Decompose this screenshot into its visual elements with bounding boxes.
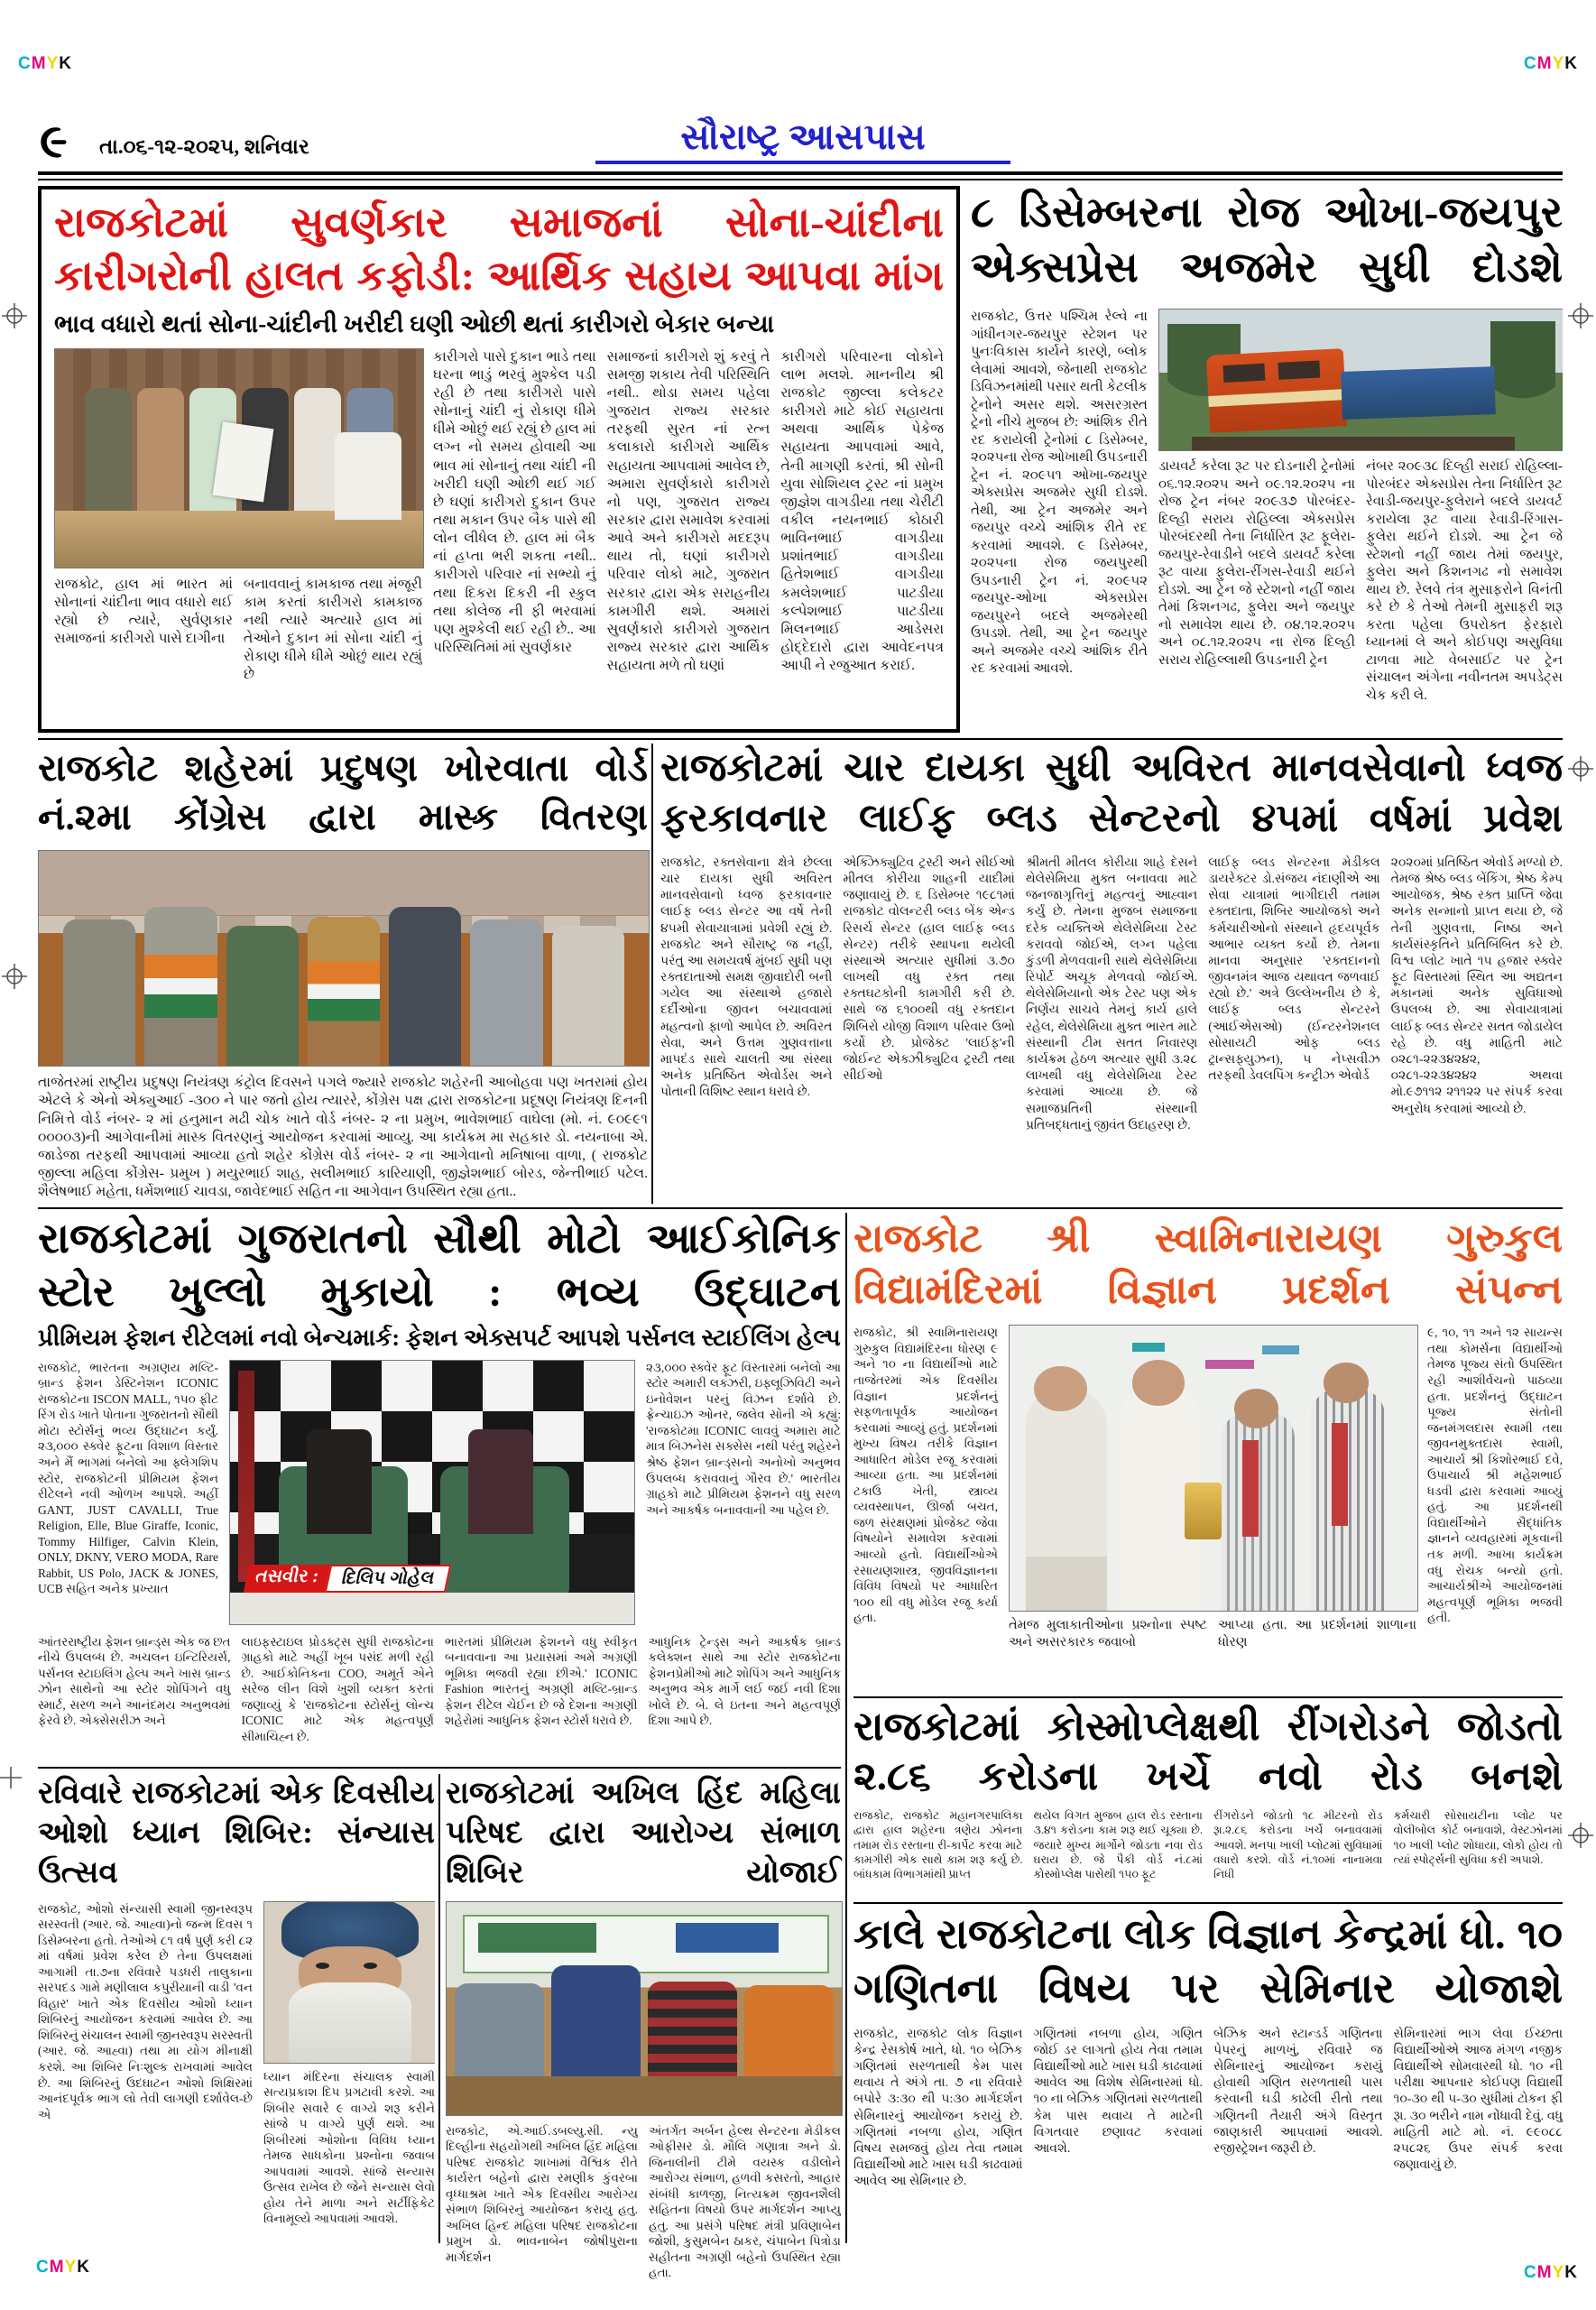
photo-decoration <box>1205 1360 1254 1368</box>
article-column: થયેલ વિગત મુજબ હાલ રોડ રસ્તાના ૩.૪૧ કરોડના કામ શરૂ થઈ ચૂક્યા છે. જયારે મુખ્ય માર્ગોને જોડતા નવા રોડ ઘરાય છે. જે પૈકી વોર્ડ નં.૮માં કોસ્મોપ્લેક્ષ પાસેથી ૧૫૦ ફૂટ <box>1033 1809 1203 1880</box>
registration-mark <box>1568 1823 1593 1853</box>
photo-decoration <box>238 1371 254 1582</box>
photo-decoration <box>335 432 401 520</box>
photo-decoration <box>1192 437 1515 451</box>
section-divider <box>38 1207 1563 1209</box>
article-column: રાજકોટ, ઓશો સંન્યાસી સ્વામી જીનસ્વરૂપ સરસ્વતી (આર. જે. આહ્વા)નો જન્મ દિવસ ૧ ડિસેમ્બરના હતો. તેઓએ ૮૧ વર્ષ પુર્ણ કરી ૮૨ માં વર્ષમાં પ્રવેશ કરેલ છે તેના ઉપલક્ષમાં આગામી તા.૭ના રવિવારે પડધરી તાલુકાના સરપદડ ગામે મણીલાલ કપુરીયાની વાડી 'વન વિહાર' ખાતે એક દિવસીય ઓશો ધ્યાન શિબિરનું આયોજન કરવામાં આવેલ છે. આ શિબિરનું સંચાલન સ્વામી જીનસ્વરૂપ સરસ્વતી (આર. જે. આહ્વા) તથા મા યોગ મીનાક્ષી કરશે. આ શિબિર નિઃશુલ્ક રાખવામાં આવેલ છે. આ શિબિરનું ઉદઘાટન ઓશો શિક્ષિરમાં આનંદપૂર્વક ભાગ લો તેવી લાગણી દર્શાવેલ-છે એ <box>38 1901 253 2121</box>
photo-decoration <box>1185 1483 1222 1539</box>
photo-decoration <box>1222 1411 1295 1611</box>
photo-decoration <box>552 926 624 1066</box>
article-column: કર્મચારી સોસાયટીના પ્લોટ પર વોલીબોલ કોર્ટ બનાવાશે, વેસ્ટઝોનમાં ૧૦ ખાલી પ્લોટ શોધાયા, લોકો હોય તો ત્યાં સ્પોર્ટ્સની સુવિધા કરી અપાશે. <box>1393 1809 1563 1866</box>
cmyk-mark-top-right: CMYK <box>1524 54 1578 73</box>
article-gold-artisans <box>38 186 960 733</box>
article-column: રાજકોટ, શ્રી સ્વામિનારાયણ ગુરુકુલ વિદ્યામંદિરના ધોરણ ૯ અને ૧૦ ના વિદ્યાર્થીઓ માટે તાજેતરમાં એક દિવસીય વિજ્ઞાન પ્રદર્શનનું સફળતાપૂર્વક આયોજન કરવામાં આવ્યું હતું. પ્રદર્શનમાં મુખ્ય વિષય તરીકે વિજ્ઞાન આધારિત મોડેલ રજૂ કરવામાં આવ્યા હતા. આ પ્રદર્શનમાં ટકાઉ ખેતી, સ્ત્રાવ્ય વ્યવસ્થાપન, ઊર્જા બચત, જળ સંરક્ષણમાં પ્રોજેક્ટ જેવા વિષયોને સમાવેશ કરવામાં આવ્યો હતો. વિદ્યાર્થીઓએ રસાયણશાસ્ત્ર, જીવવિજ્ઞાનના વિવિધ વિષયો પર આધારિત ૧૦૦ થી વધુ મોડેલ રજૂ કર્યા હતા. <box>853 1326 998 1625</box>
photo-decoration <box>1278 360 1320 379</box>
article-column: અંતર્ગત અર્બન હેલ્થ સેન્ટરના મેડીકલ ઓફીસર ડો. મૌલિ ગણાત્રા અને ડો. જિનાલીની ટીમે વયસ્ક વડીલોને આરોગ્ય સંભાળ, હળવી કસરતો, આહાર સંબંધી કાળજી, નિત્યક્રમ જીવનશૈલી સહિતના વિષયો ઉપર માર્ગદર્શન આપ્યુ હતુ. આ પ્રસંગે પરિષદ મંત્રી પ્રવિણાબેન જોશી, કુસુમબેન ઠાકર, ચંપાબેન પિત્રોડા સહીતના અગ્રણી બહેનો ઉપસ્થિત રહ્યા હતા. <box>649 2123 841 2280</box>
article-science-headline: રાજકોટ શ્રી સ્વામિનારાયણ ગુરુકુલ વિદ્યામંદિરમાં વિજ્ઞાન પ્રદર્શન સંપન્ન <box>853 1216 1563 1313</box>
article-column: ૯, ૧૦, ૧૧ અને ૧૨ સાયન્સ તથા કોમર્સના વિદ્યાર્થીઓ તેમજ પૂજ્ય સંતો ઉપસ્થિત રહી આશીર્વચનો પાઠવ્યા હતા. પ્રદર્શનનું ઉદ્ઘાટન પૂજ્ય સંતોની જનમંગલદાસ સ્વામી તથા જીવનમુક્તદાસ સ્વામી, આચાર્ય શ્રી કિશોરભાઈ દવે, ઉપાચાર્ય શ્રી મહેશભાઈ ધડવી દ્વારા કરવામાં આવ્યું હતું. આ પ્રદર્શનથી વિદ્યાર્થીઓને સૈદ્ધાંતિક જ્ઞાનને વ્યવહારમાં મૂકવાની તક મળી. આખા કાર્યક્રમ વધુ રોચક બન્યો હતો. આચાર્યશ્રીએ આયોજનમાં મહત્વપૂર્ણ ભૂમિકા ભજવી હતી. <box>1427 1326 1563 1625</box>
registration-mark <box>1568 756 1593 786</box>
photo-osho <box>263 1901 435 2064</box>
registration-mark <box>0 1767 22 1793</box>
photo-decoration <box>1222 364 1265 383</box>
article-column: ૨૩,૦૦૦ સ્ક્વેર ફૂટ વિસ્તારમાં બનેલો આ સ્ટોર અમારી લક્ઝરી, ઇફ્લૂઝિવિટી અને ઇનોવેશન પરનું વિઝન દર્શાવે છે. ફ્રેન્ચાઇઝ ઓનર, જલેવ સોની એ કહ્યું: 'રાજકોટમા ICONIC લાવવું અમારા માટે માત્ર બિઝનેસ સક્સેસ નથી પરંતુ શહેરને શ્રેષ્ઠ ફેશન બ્રાન્ડ્સનો અનોખો અનુભવ ઉપલબ્ધ કરાવવાનું ગૌરવ છે.' ભારતીય ગ્રાહકો માટે પ્રીમિયમ ફેશનને વધુ સરળ અને આકર્ષક બનાવવાની આ પહેલ છે. <box>646 1360 841 1517</box>
photo-decoration <box>1490 321 1555 425</box>
article-mask-body: તાજેતરમાં રાષ્ટ્રીય પ્રદુષણ નિયંત્રણ કંટ્રોલ દિવસને પગલે જ્યારે રાજકોટ શહેરની આબોહવા પણ ખતરામાં હોય એટલે કે એનો એક્યુઆઈ -૩૦૦ ને પાર જતો હોય ત્યારરે, કોંગ્રેસ પક્ષ દ્વારા રાજકોટના પ્રદૂષણ નિયંત્રણ દિનની નિમિત્તે વોર્ડ નંબર- ૨ માં હનુમાન મઢી ચોક ખાતે વોર્ડ નંબર- ૨ ના પ્રમુખ, ભાવેશભાઈ વાઘેલા (મો. નં. ૯૦૯૯૧ ૦૦૦૦૩)ની આગેવાનીમાં માસ્ક વિતરણનું આયોજન કરવામાં આવ્યુ. આ કાર્યક્રમ મા સહકાર ડો. નયનાબા એ. જાડેજા તરફથી આપવામાં આવ્યા હતો શહેર કોંગ્રેસ વોર્ડ નંબર- ૨ ના આગેવાનો મનિષાબા વાળા, ( રાજકોટ જીલ્લા મહિલા કોંગ્રેસ- પ્રમુખ ) મયુરભાઈ શાહ, સલીમભાઈ કારિયાણી, જીજ્ઞેશભાઈ બોરડ, જેન્તીભાઈ પટેલ. શૈલેષભાઈ મહેતા, ધર્મેશભાઈ ચાવડા, જાવેદભાઈ સહિત ના આગેવાન ઉપસ્થિત રહ્યા હતા.. <box>38 1075 648 1200</box>
column-divider <box>845 1213 847 2243</box>
article-blood-headline: રાજકોટમાં ચાર દાયકા સુધી અવિરત માનવસેવાનો ધ્વજ ફરકાવનાર લાઈફ બ્લડ સેન્ટરનો ૪૫માં વર્ષમાં પ્રવેશ <box>660 747 1563 840</box>
photo-decoration <box>1208 389 1346 407</box>
article-column: આંતરરાષ્ટ્રીય ફેશન બ્રાન્ડ્સ એક જ છત નીચે ઉપલબ્ધ છે. અચલન ઇન્ટિરિયર્સ, પર્સનલ સ્ટાઇલિંગ હેલ્પ અને ખાસ બ્રાન્ડ ઝોન સાથેનો આ સ્ટોર શોપિંગને વધુ સ્માર્ટ, સરળ અને આનંદમય અનુભવમાં ફેરવે છે. એક્સેસરીઝ અને <box>38 1634 231 1728</box>
article-gold-subhead: ભાવ વધારો થતાં સોના-ચાંદીની ખરીદી ઘણી ઓછી થતાં કારીગરો બેકાર બન્યા <box>54 310 775 337</box>
article-mask-distribution <box>38 744 648 1204</box>
photo-caption-name: દિલિપ ગોહેલ <box>324 1565 451 1593</box>
article-mahila-headline: રાજકોટમાં અખિલ હિંદ મહિલા પરિષદ દ્વારા આરોગ્ય સંભાળ શિબિર યોજાઈ <box>446 1777 841 1890</box>
article-column: રાજકોટ, રક્તસેવાના ક્ષેત્રે છેલ્લા ચાર દાયકા સુધી અવિરત માનવસેવાનો ધ્વજ ફરકાવનાર લાઈફ બ્લડ સેન્ટર આ વર્ષે તેની ૪૫મી સેવાયાત્રામાં પ્રવેશી રહ્યું છે. રાજકોટ અને સૌરાષ્ટ્ર જ નહીં, પરંતુ આ સમયવર્ષ મુંબઈ સુધી પણ રક્તદાતાઓ સમક્ષ જીવાદોરી બની ગયેલ આ સંસ્થાએ હજારો દર્દીઓના જીવન બચાવવામાં મહત્વનો ફાળો આપેલ છે. અવિરત સેવા, અને ઉત્તમ ગુણવત્તાના માપદંડ સાથે ચાલતી આ સંસ્થા અનેક પ્રતિષ્ઠિત એવોર્ડસ અને પોતાની વિશિષ્ટ સ્થાન ધરાવે છે. <box>660 855 833 1100</box>
article-column: રીંગરોડને જોડતો ૧૮ મીટરનો રોડ રૂા.૨.૮૬ કરોડના ખર્ચે બનાવવામાં આવશે. મનપા ખાલી પ્લોટમાં સુવિધામાં વધારો કરશે. વોર્ડ નં.૧૦માં નાનામવા નિધી <box>1213 1809 1383 1880</box>
article-column: બનાવવાનું કામકાજ તથા મંજૂરી કામ કરતાં કારીગરો કામકાજ નથી ત્યારે અત્યારે હાલ માં તેઓને દુકાન માં સોના ચાંદી નું રોકાણ ધીમે ધીમે ઓછું થાય રહ્યું છે <box>244 576 422 683</box>
photo-decoration <box>212 422 273 503</box>
photo-decoration <box>676 1923 779 1953</box>
article-osho-headline: રવિવારે રાજકોટમાં એક દિવસીય ઓશો ધ્યાન શિબિર: સંન્યાસ ઉત્સવ <box>38 1777 435 1890</box>
article-osho-shibir <box>38 1774 435 2243</box>
photo-decoration <box>1341 366 1496 420</box>
photo-decoration <box>648 1982 737 2077</box>
photo-decoration <box>1234 1389 1279 1428</box>
section-divider <box>38 738 1563 740</box>
photo-decoration <box>1132 1343 1165 1351</box>
cmyk-mark-top-left: CMYK <box>18 54 72 73</box>
article-column: કારીગરો પાસે દુકાન ભાડે તથા ઘરના ભાડું ભરવું મુશ્કેલ પડી રહી છે તથા કારીગરો પાસે સોનાનું ચાંદી નું રોકાણ ધીમે ધીમે ઓછું થઈ રહ્યું છે હાલ માં લગ્ન નો સમય હોવાથી આ ભાવ માં સોનાનું તથા ચાંદી ની ખરીદી ઘણી ઓછી થઈ ગઈ છે ઘણાં કારીગરો દુકાન ઉપર તથા મકાન ઉપર બૈક પાસે થી લોન લીધેલ છે. હાલ માં બૈક નાં હપ્તા ભરી શકતા નથી.. કારીગરો પરિવાર નાં સભ્યો નું તથા દિકરા દિકરી ની સ્કુલ તથા કોલેજ ની ફી ભરવામાં પણ મુશ્કેલી થઈ રહી છે.. આ પરિસ્થિતિમાં માં સુવર્ણકાર <box>433 348 596 655</box>
photo-decoration <box>389 907 461 1066</box>
photo-decoration <box>230 1593 634 1624</box>
photo-caption: તેમજ મુલાકાતીઓના પ્રશ્નોના સ્પષ્ટ અને અસરકારક જવાબો <box>1009 1618 1207 1650</box>
photo-train <box>1158 309 1563 451</box>
article-column: ધ્યાન મંદિરના સંચાલક સ્વામી સત્યપ્રકાશ દિપ પ્રગટાવી કરશે. આ શિબીર સવારે ૯ વાગ્યે શરૂ કરીને સાંજે ૫ વાગ્યે પુર્ણ થશે. આ શિબીરમાં ઓશોના વિવિધ ધ્યાન તેમજ સાધકોના પ્રશ્નોના જવાબ આપવામાં આવશે. સાંજે સન્યાસ ઉત્સવ રાખેલ છે જેને સન્યાસ લેવો હોય તેને માળા અને સર્ટીફિકેટ વિનામૂલ્યે આપવામાં આવશે. <box>263 2069 435 2226</box>
page-date: તા.૦૬-૧૨-૨૦૨૫, શનિવાર <box>99 135 309 158</box>
article-blood-center <box>660 744 1563 1204</box>
article-column: બેઝિક અને સ્ટાન્ડર્ડ ગણિતના પેપરનું માળખું, રવિવારે જ સેમિનારનું આયોજન કરાયું હોવાથી ગણિત સરળતાથી પાસ કરવાની ઘડી કાઢેલી રીતો તથા ગણિતની તૈયારી અંગે વિસ્તૃત જાણકારી આપવામાં આવશે. રજીસ્ટ્રેશન જરૂરી છે. <box>1213 2027 1383 2156</box>
photo-decoration <box>144 907 217 1066</box>
cmyk-mark-bottom-right: CMYK <box>1524 2263 1578 2282</box>
article-math-seminar <box>853 1908 1563 2299</box>
article-column: એક્ઝિક્યુટિવ ટ્રસ્ટી અને સીઈઓ મીતલ કોરીયા શાહની યાદીમાં જણાવાયું છે. ૬ ડિસેમ્બર ૧૯૮૧માં રાજકોટ વોલન્ટરી બ્લડ બેંક એન્ડ રિસર્ચ સેન્ટર (હાલ લાઈફ બ્લડ સેન્ટર) તરીકે સ્થાપના થયેલી સંસ્થાએ અત્યાર સુધીમાં ૩.૭૦ લાખથી વધુ રક્ત તથા રક્તઘટકોની કામગીરી કરી છે. સાથે જ ૬૧૦૦થી વધુ રક્તદાન શિબિરો યોજી વિશાળ પરિવાર ઉભો કર્યો છે. પ્રોજેક્ટ 'લાઈફ'ની જોઈન્ટ એક્ઝીક્યુટિવ ટ્રસ્ટી તથા સીઈઓ <box>843 855 1015 1084</box>
photo-decoration <box>1132 1360 1185 1406</box>
photo-science-exhibition <box>1009 1325 1418 1612</box>
photo-decoration <box>307 1429 372 1535</box>
registration-mark <box>1568 303 1593 333</box>
column-divider <box>651 744 653 1204</box>
article-road-headline: રાજકોટમાં કોસ્મોપ્લેક્ષથી રીંગરોડને જોડતો ૨.૮૬ કરોડના ખર્ચે નવો રોડ બનશે <box>853 1705 1563 1798</box>
header-rule-thick <box>38 171 1563 175</box>
column-divider <box>438 1774 440 2243</box>
photo-decoration <box>63 919 135 1066</box>
article-seminar-headline: કાલે રાજકોટના લોક વિજ્ઞાન કેન્દ્રમાં ધો. ૧૦ ગણિતના વિષય પર સેમિનાર યોજાશે <box>853 1911 1563 2011</box>
section-divider <box>38 1767 841 1769</box>
photo-decoration <box>470 919 542 1066</box>
article-mask-headline: રાજકોટ શહેરમાં પ્રદુષણ ખોરવાતા વોર્ડ નં.૨મા કોંગ્રેસ દ્વારા માસ્ક વિતરણ <box>38 747 648 838</box>
registration-mark <box>2 964 27 993</box>
article-column: રાજકોટ, હાલ માં ભારત માં સોનાનાં ચાંદીના ભાવ વધારો થઈ રહ્યો છે ત્યારે, સુર્વણકાર સમાજનાં કારીગરો પાસે દાગીના <box>54 576 233 647</box>
article-new-road <box>853 1702 1563 1899</box>
article-mahila-parishad <box>446 1774 841 2280</box>
photo-mask-distribution <box>38 850 650 1067</box>
article-iconic-subhead: પ્રીમિયમ ફેશન રીટેલમાં નવો બેન્ચમાર્ક: ફેશન એક્સપર્ટ આપશે પર્સનલ સ્ટાઈલિંગ હેલ્પ <box>38 1324 841 1351</box>
article-column: લાઈફ બ્લડ સેન્ટરના મેડીકલ ડાયરેક્ટર ડો.સંજય નંદાણીએ આ સેવા યાત્રામાં ભાગીદારી તમામ રક્તદાતા, શિબિર આયોજકો અને કર્મચારીઓનો સંસ્થાને હૃદયપૂર્વક આભાર વ્યક્ત કર્યો છે. તેમના માનવા અનુસાર 'રક્તદાનનો જીવનમંત્ર આજ યથાવત જળવાઈ રહ્યો છે.' અત્રે ઉલ્લેખનીય છે કે, લાઈફ બ્લડ સેન્ટરને (આઈએસઓ) (ઈન્ટરનેશનલ સોસાયટી ઓફ બ્લડ ટ્રાન્સફ્યુઝન), ૫ નેપ્સવીઝ તરફથી ડેવલપિંગ કન્ટ્રીઝ એવોર્ડ <box>1208 855 1380 1084</box>
article-iconic-store <box>38 1213 841 1765</box>
section-divider <box>853 1902 1563 1904</box>
photo-decoration <box>1324 1363 1369 1402</box>
article-column: કારીગરો પરિવારના લોકોને લાભ મલશે. માનનીય શ્રી રાજકોટ જીલ્લા કલેકટર કારીગરો માટે કોઈ સહાયતા અથવા આર્થિક પેકેજ સહાયતા આપવામાં આવે, તેની માગણી કરતાં, શ્રી સોની યુવા સોશિયલ ટ્રસ્ટ નાં પ્રમુખ જીજ્ઞેશ વાગડીયા તથા ચેરીટી વકીલ નયનભાઈ કોઠારી ભાવિનભાઈ વાગડીયા પ્રશાંતભાઈ વાગડીયા હિતેશભાઈ વાગડીયા કમલેશભાઈ પાટડીયા કલ્પેશભાઈ પાટડીયા મિલનભાઈ આડેસરા હોદ્દેદારો દ્વારા આવેદનપત્ર આપી ને રજુઆત કરાઈ. <box>780 348 945 674</box>
photo-decoration <box>455 1965 834 2076</box>
photo-decoration <box>551 1965 641 2076</box>
cmyk-mark-bottom-left: CMYK <box>36 2258 90 2277</box>
article-column: રાજકોટ, ઉત્તર પશ્ચિમ રેલ્વે ના ગાંધીનગર-જયપુર સ્ટેશન પર પુનઃવિકાસ કાર્યને કારણે, બ્લોક લેવામાં આવશે, જેનાથી રાજકોટ ડિવિઝનમાંથી પસાર થતી કેટલીક ટ્રેનોને અસર થશે. અસરગ્રસ્ત ટ્રેનો નીચે મુજબ છે: આંશિક રીતે રદ કરાયેલી ટ્રેનોમાં ૮ ડિસેમ્બર, ૨૦૨૫ના રોજ ઓખાથી ઉપડનારી ટ્રેન નં. ૨૦૯૫૧ ઓખા-જયપુર એક્સપ્રેસ અજમેર સુધી દોડશે. તેથી, આ ટ્રેન અજમેર અને જયપુર વચ્ચે આંશિક રીતે રદ કરવામાં આવશે. ૯ ડિસેમ્બર, ૨૦૨૫ના રોજ જયપુરથી ઉપડનારી ટ્રેન નં. ૨૦૯૫૨ જયપુર-ઓખા એક્સપ્રેસ જયપુરને બદલે અજમેરથી ઉપડશે. તેથી, આ ટ્રેન જયપુર અને અજમેર વચ્ચે આંશિક રીતે રદ કરવામાં આવશે. <box>971 310 1148 677</box>
registration-mark <box>2 303 27 333</box>
photo-decoration <box>63 907 624 1066</box>
article-column: આધુનિક ટ્રેન્ડ્સ અને આકર્ષક બ્રાન્ડ કલેક્શન સાથે આ સ્ટોર રાજકોટના ફેશનપ્રેમીઓ માટે શોપિંગ અને આધુનિક અનુભવ એક માર્ગે લઈ જઈ નવી દિશા ખોલે છે. બે. લે ઇતના અને મહત્વપૂર્ણ દિશા આપે છે. <box>648 1634 841 1728</box>
article-gold-headline: રાજકોટમાં સુવર્ણકાર સમાજનાં સોના-ચાંદીના કારીગરોની હાલત કફોડી: આર્થિક સહાય આપવા માંગ <box>54 199 944 299</box>
photo-health-camp <box>446 1901 843 2116</box>
photo-iconic-store <box>229 1360 635 1625</box>
article-column: રાજકોટ, એ.આઈ.ડબલ્યુ.સી. ન્યુ દિલ્હીના સહયોગથી અખિલ હિંદ મહિલા પરિષદ રાજકોટ શાખામાં વૈશ્વિક રીતે કાર્યરત બહેનો દ્વારા રમણીક કુંવરબા વૃધ્ધાશ્રમ ખાતે એક દિવસીય આરોગ્ય સંભાળ શિબિરનું આયોજન કરાયુ હતુ. અખિલ હિન્દ મહિલા પરિષદ રાજકોટના પ્રમુખ ડો. ભાવનાબેન જોષીપુરાના માર્ગદર્શન <box>446 2123 638 2264</box>
article-column: ગણિતમાં નબળા હોય, ગણિત જોઈ ડર લાગતો હોય તેવા તમામ વિદ્યાર્થીઓ માટે ખાસ ઘડી કાઢવામાં આવેલ આ વિશેષ સેમિનારમાં ધો. ૧૦ ના બેઝિક ગણિતમાં સરળતાથી કેમ પાસ થવાય તે માટેની વિગતવાર છણાવટ કરવામાં આવશે. <box>1033 2027 1203 2156</box>
photo-decoration <box>1262 1345 1299 1354</box>
photo-gold-artisans-memorandum <box>54 348 424 568</box>
photo-decoration <box>1034 1366 1087 1412</box>
photo-decoration <box>1026 1389 1107 1611</box>
article-iconic-headline: રાજકોટમાં ગુજરાતનો સૌથી મોટો આઈકોનિક સ્ટોર ખુલ્લો મુકાયો : ભવ્ય ઉદ્ઘાટન <box>38 1215 841 1315</box>
article-column: નંબર ૨૦૯૩૮ દિલ્હી સરાઈ રોહિલ્લા-પોરબંદર એક્સપ્રેસ તેના નિર્ધારિત રૂટ રેવાડી-જયપુર-ફુલેરાને બદલે ડાયવર્ટ કરાયેલા રૂટ વાયા રેવાડી-રિંગાસ-ફુલેરા થઈને દોડશે. આ ટ્રેન જે સ્ટેશનો નહીં જાય તેમાં જયપુર, ફુલેરા અને કિશનગઢ નો સમાવેશ થાય છે. રેલવે તંત્ર મુસાફરોને વિનંતી કરે છે કે તેઓ તેમની મુસાફરી શરૂ કરતા પહેલા ઉપરોક્ત ફેરફારો ધ્યાનમાં લે અને કોઈપણ અસુવિધા ટાળવા માટે વેબસાઈટ પર ટ્રેન સંચાલન અંગેના નવીનતમ અપડેટ્સ ચેક કરી લે. <box>1366 459 1563 703</box>
photo-decoration <box>226 926 299 1066</box>
photo-decoration <box>468 1429 533 1535</box>
photo-caption: આપ્યા હતા. આ પ્રદર્શનમાં શાળાના ધોરણ <box>1218 1618 1416 1650</box>
masthead-title: સૌરાષ્ટ્ર આસપાસ <box>595 116 1010 164</box>
header-rule-thin <box>38 179 1563 180</box>
article-column: રાજકોટ, ભારતના અગ્રણય મલ્ટિ-બ્રાન્ડ ફેશન ડેસ્ટિનેશન ICONIC રાજકોટના ISCON MALL, ૧૫૦ ફીટ રિંગ રોડ ખાતે પોતાના ગુજરાતનો સૌથી મોટા સ્ટોર્સનું ભવ્ય ઉદ્ઘાટન કર્યું. ૨૩,૦૦૦ સ્ક્વેર ફૂટના વિશાળ વિસ્તાર અને મૈં ભાગમાં બનેલો આ ફ્લેગશિપ સ્ટોર, રાજકોટની પ્રીમિયમ ફેશન રીટેલને નવી ઓળખ આપશે. અહીં GANT, JUST CAVALLI, True Religion, Elle, Blue Giraffe, Iconic, Tommy Hilfiger, Calvin Klein, ONLY, DKNY, VERO MODA, Rare Rabbit, US Polo, JACK & JONES, UCB સહિત અનેક પ્રખ્યાત <box>38 1360 218 1596</box>
photo-decoration <box>289 1982 412 2063</box>
photo-caption <box>246 1565 448 1593</box>
article-train <box>971 186 1563 733</box>
photo-decoration <box>1242 1440 1259 1537</box>
photo-decoration <box>478 1923 596 1953</box>
page-number: ૯ <box>40 116 68 168</box>
section-divider <box>853 1696 1563 1698</box>
photo-decoration <box>308 917 380 1067</box>
article-column: ૨૦૨૦માં પ્રતિષ્ઠિત એવોર્ડ મળ્યો છે. તેમજ શ્રેષ્ઠ બ્લડ બેંકિંગ, શ્રેષ્ઠ કેમ્પ આયોજક, શ્રેષ્ઠ રક્ત પ્રાપ્તિ જેવા અનેક સન્માનો પ્રાપ્ત થયા છે, જે તેની ગુણવત્તા, નિષ્ઠા અને કાર્યસંસ્કૃતિને પ્રતિબિંબિત કરે છે. વિશ્વ પ્લોટ ખાતે ૧૫ હજાર સ્ક્વેર ફૂટ વિસ્તારમાં સ્થિત આ અદ્યતન મકાનમાં અનેક સુવિધાઓ ઉપલબ્ધ છે. આ સેવાયાત્રામાં લાઈફ બ્લડ સેન્ટર સતત જોડાયેલ રહે છે. વધુ માહિતી માટે ૦૨૮૧-૨૨૩૪૨૪૨, ૦૨૮૧-૨૨૩૪૨૪૨ અથવા મો.૯૭૧૧૨ ૨૧૧૨૨ પર સંપર્ક કરવા અનુરોધ કરવામાં આવ્યો છે. <box>1390 855 1564 1116</box>
article-column: રાજકોટ, રાજકોટ મહાનગરપાલિકા દ્વારા હાલ શહેરના ત્રણેય ઝોનના તમામ રોડ રસ્તાના રી-કાર્પેટ કરવા માટે કામગીરી એક સાથે કામ શરૂ કર્યુ છે. બાંધકામ વિભાગમાંથી પ્રાપ્ત <box>853 1809 1023 1880</box>
photo-decoration <box>1332 1423 1348 1526</box>
photo-decoration <box>455 1983 544 2076</box>
article-train-headline: ૮ ડિસેમ્બરના રોજ ઓખા-જયપુર એક્સપ્રેસ અજમેર સુધી દોડશે <box>971 189 1563 292</box>
photo-caption-label: તસવીર : <box>244 1565 330 1593</box>
article-column: શ્રીમતી મીતલ કોરીયા શાહે દેસને થેલેસેમિયા મુક્ત બનાવવા માટે જનજાગૃત્તિનું મહત્વનું આહ્વાન કર્યું છે. તેમના મુજબ સમાજના દરેક વ્યક્તિએ થેલેસેમિયા ટેસ્ટ કરાવવો જોઈએ, લગ્ન પહેલા કુંડળી મેળવવાની સાથે થેલેસેમિયા રિપોર્ટ અચૂક મેળવવો જોઈએ. થેલેસેમિયાનો એક ટેસ્ટ પણ એક નિર્ણય સાચવે તેમનું કાર્ય હાલે રહેલ, થેલેસેમિયા મુક્ત ભારત માટે સંસ્થાની ટીમ સતત નિવારણ કાર્યક્રમ હેઠળ અત્યાર સુધી ૩.૨૮ લાખથી વધુ થેલેસેમિયા ટેસ્ટ કરવામાં આવ્યા છે. જે સમાજપ્રતિની સંસ્થાની પ્રતિબદ્ધતાનું જીવંત ઉદાહરણ છે. <box>1025 855 1198 1132</box>
photo-decoration <box>1206 348 1348 433</box>
article-column: લાઇફસ્ટાઇલ પ્રોડક્ટ્સ સુધી રાજકોટના ગ્રાહકો માટે અહીં ખૂબ પસંદ મળી રહી છે. આઈકોનિકના COO, અમૂર્ત એને સરેજ લીન વિશે ખુશી વ્યક્ત કરતાં જણાવ્યું કે 'રાજકોટના સ્ટોર્સનું લોન્ચ ICONIC માટે એક મહત્વપૂર્ણ સીમાચિહ્ન છે. <box>241 1634 434 1744</box>
article-column: ડાયવર્ટ કરેલા રૂટ પર દોડનારી ટ્રેનોમાં ૦૬.૧૨.૨૦૨૫ અને ૦૯.૧૨.૨૦૨૫ ના રોજ ટ્રેન નંબર ૨૦૯૩૭ પોરબંદર-દિલ્હી સરાય રોહિલ્લા એક્સપ્રેસ પોરબંદરથી તેના નિર્ધારિત રૂટ ફૂલેરા-જયપુર-રેવાડીને બદલે ડાયવર્ટ કરેલા રૂટ વાયા ફુલેરા-રીંગસ-રેવાડી થઈને દોડશે. આ ટ્રેન જે સ્ટેશનો નહીં જાય તેમાં કિશનગઢ, ફુલેરા અને જયપુર નો સમાવેશ થાય છે. ૦૪.૧૨.૨૦૨૫ અને ૦૮.૧૨.૨૦૨૫ ના રોજ દિલ્હી સરાય રોહિલ્લાથી ઉપડનારી ટ્રેન <box>1158 459 1355 668</box>
article-column: ભારતમાં પ્રીમિયમ ફેશનને વધુ સ્વીકૃત બનાવવાના આ પ્રયાસમાં અમે અગ્રણી ભૂમિકા ભજવી રહ્યા છીએ.' ICONIC Fashion ભારતનું અગ્રણી મલ્ટિ-બ્રાન્ડ ફેશન રીટેલ ચેઈન છે જે દેશના અગ્રણી શહેરોમાં આધુનિક ફેશન સ્ટોર્સ ધરાવે છે. <box>445 1634 638 1728</box>
article-column: સેમિનારમાં ભાગ લેવા ઈચ્છતા વિદ્યાર્થીઓએ આજ મંગળ નજીક વિદ્યાર્થીએ સોમવારથી ધો. ૧૦ ની ૫રીક્ષા આપનાર કોઈપણ વિદ્યાર્થી ૧૦-૩૦ થી ૫-૩૦ સુધીમાં ટોકન ફી રૂા. ૩૦ ભરીને નામ નોંધાવી દેવું. વધુ માહિતી માટે મો. નં. ૯૯૦૮૮ ૨૫૮૨૬ ઉપર સંપર્ક કરવા જણાવાયું છે. <box>1393 2027 1563 2173</box>
photo-decoration <box>744 1985 834 2076</box>
article-science-exhibition <box>853 1213 1563 1693</box>
article-column: રાજકોટ, રાજકોટ લોક વિજ્ઞાન કેન્દ્ર રેસકોર્ષ ખાતે, ધો. ૧૦ બેઝિક ગણિતમાં સરળતાથી કેમ પાસ થવાય તે અંગે તા. ૭ ના રવિવારે બપોરે ૩:૩૦ થી ૫:૩૦ માર્ગદર્શન સેમિનારનું આયોજન કરાયું છે. ગણિતમાં નબળા હોય, ગણિત વિષય સમજવું હોય તેવા તમામ વિદ્યાર્થીઓ માટે ખાસ ઘડી કાઢવામાં આવેલ આ સેમિનાર છે. <box>853 2027 1023 2189</box>
photo-decoration <box>447 2076 842 2114</box>
article-column: સમાજનાં કારીગરો શું કરવું તે સમજી શકાય તેવી પરિસ્થિતિ નથી.. થોડા સમય પહેલા ગુજરાત રાજ્ય સરકાર તરફથી સુરત નાં રત્ન કલાકારો કારીગરો આર્થિક સહાયતા આપવામાં આવેલ છે, અમારા સુવર્ણકારો કારીગરો નો પણ, ગુજરાત રાજ્ય સરકાર દ્વારા સમાવેશ કરવામાં આવે અને કારીગરો મદદરૂપ થાય તો, ઘણાં કારીગરો પરિવાર લોકો માટે, ગુજરાત સરકાર દ્વારા એક સરાહનીય કામગીરી થશે. અમારાં સુવર્ણકારો કારીગરો ગુજરાત રાજ્ય સરકાર દ્વારા આર્થિક સહાયતા મળે તો ઘણાં <box>606 348 770 674</box>
